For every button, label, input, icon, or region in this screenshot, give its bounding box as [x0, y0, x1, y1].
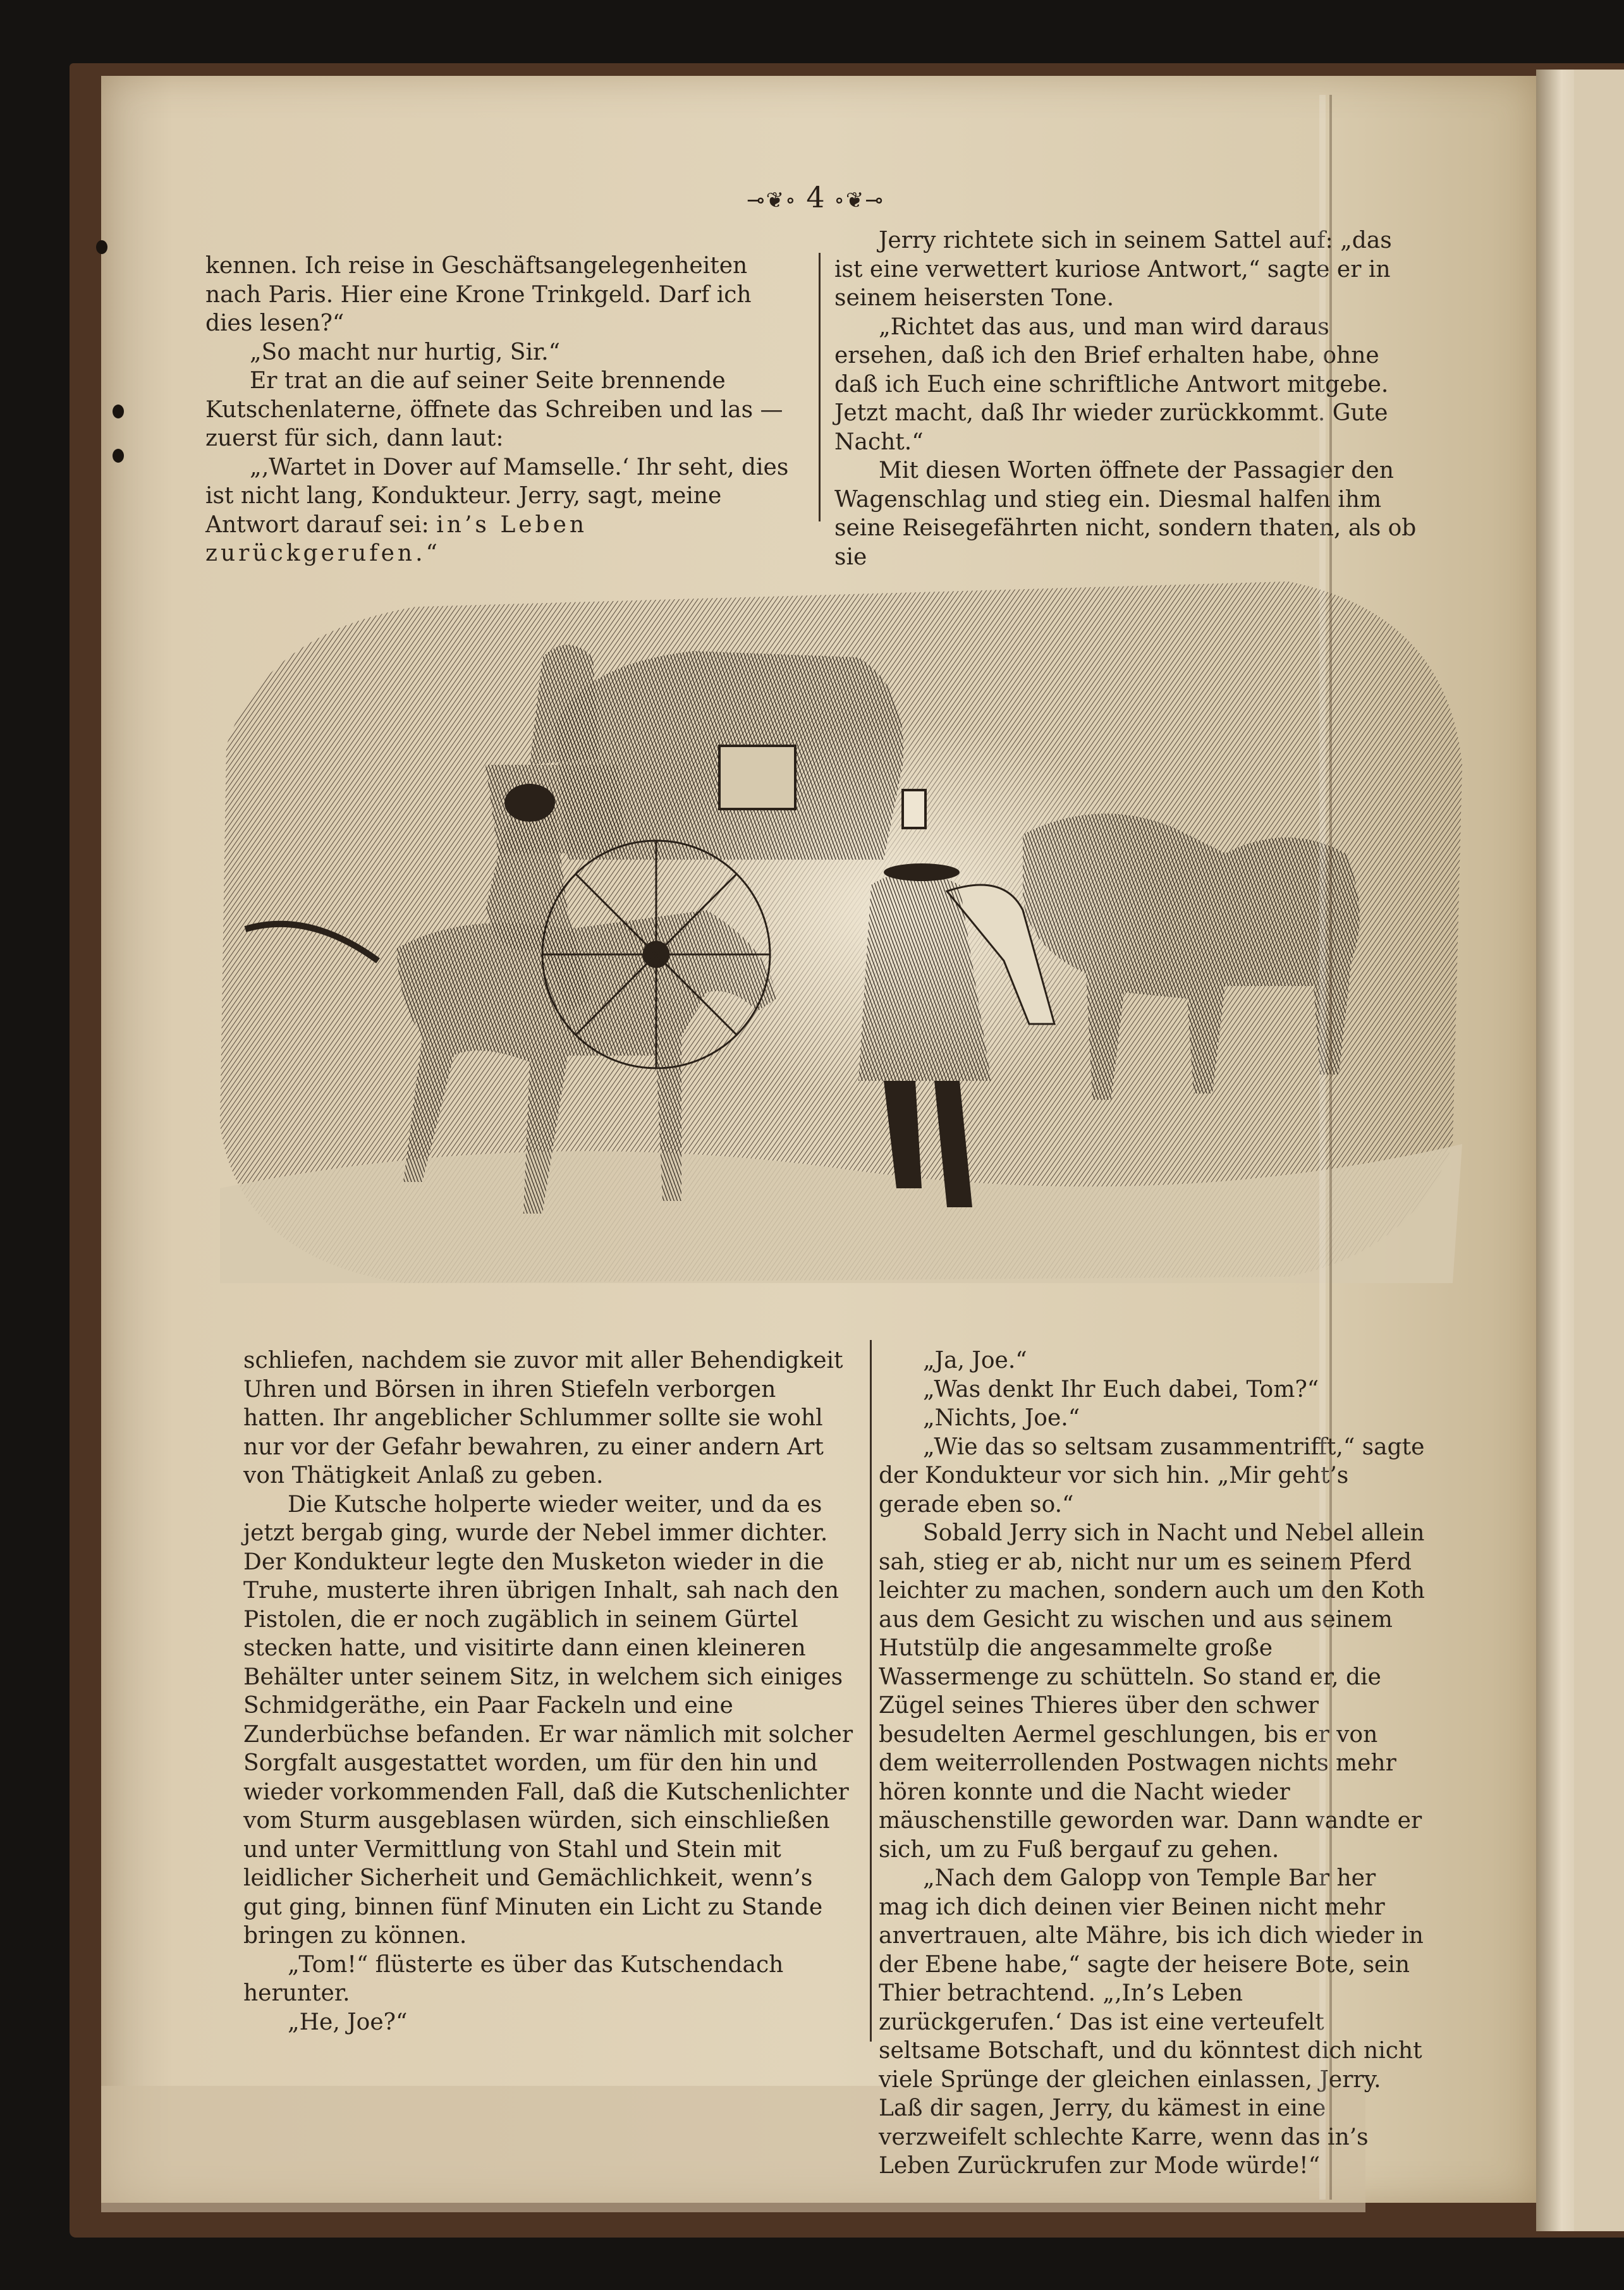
page-fold-highlight: [1319, 95, 1326, 2200]
paragraph: Die Kutsche holperte wieder weiter, und da es jetzt bergab ging, wurde der Nebel immer dichter. Der Kondukteur legte den Musketon wieder in die Truhe, musterte ihren übrigen Inhalt, sah nach den Pistolen, die er noch zugäblich in seinem Gürtel stecken hatte, und visitirte dann einen kleineren Behälter unter seinem Sitz, in welchem sich einiges Schmidgeräthe, ein Paar Fackeln und eine Zunderbüchse befanden. Er war nämlich mit solcher Sorgfalt ausgestattet worden, um für den hin und wieder vorkommenden Fall, daß die Kutschenlichter vom Sturm ausgeblasen würden, sich einschließen und unter Vermittlung von Stahl und Stein mit leidlicher Sicherheit und Gemächlichkeit, wenn’s gut ging, binnen fünf Minuten ein Licht zu Stande bringen zu können.: [243, 1491, 853, 1949]
binding-hole: [113, 405, 124, 418]
paragraph: Mit diesen Worten öffnete der Passagier den Wagenschlag und stieg ein. Diesmal halfen ihm seine Reisegefährten nicht, sondern thaten, als ob sie: [834, 458, 1417, 570]
column-bottom-right: [879, 1346, 1427, 2181]
page-fold-crease: [1329, 95, 1332, 2200]
paragraph: Er trat an die auf seiner Seite brennende Kutschenlaterne, öffnete das Schreiben und las — zuerst für sich, dann laut:: [205, 368, 783, 451]
paragraph: „Was denkt Ihr Euch dabei, Tom?“: [923, 1376, 1319, 1403]
paragraph: „Wie das so seltsam zusammentrifft,“ sagte der Kondukteur vor sich hin. „Mir geht’s gerade eben so.“: [879, 1434, 1425, 1518]
engraving-illustration: [214, 556, 1472, 1302]
paragraph: „So macht nur hurtig, Sir.“: [250, 339, 561, 365]
column-bottom-left: [243, 1346, 855, 2037]
paragraph: Jerry richtete sich in seinem Sattel auf: „das ist eine verwettert kuriose Antwort,“ sagte er in seinem heisersten Tone.: [834, 228, 1392, 311]
facing-page-edge: [1574, 70, 1624, 2231]
column-rule: [819, 253, 821, 521]
paragraph: [205, 453, 800, 568]
paragraph: „Nichts, Joe.“: [923, 1405, 1080, 1431]
ornament-right: ∘❦⊸: [834, 188, 884, 213]
binding-hole: [96, 240, 107, 254]
paragraph: „Tom!“ flüsterte es über das Kutschendach herunter.: [243, 1951, 784, 2006]
spaced-quote: in’s Leben zurückgerufen.“: [205, 511, 588, 566]
paragraph: schliefen, nachdem sie zuvor mit aller Behendigkeit Uhren und Börsen in ihren Stiefeln verborgen hatten. Ihr angeblicher Schlummer sollte sie wohl nur vor der Gefahr bewahren, zu einer andern Art von Thätigkeit Anlaß zu geben.: [243, 1348, 843, 1489]
column-rule: [870, 1340, 872, 2042]
paragraph: „He, Joe?“: [288, 2009, 408, 2035]
quote-text: „‚Wartet in Dover auf Mamselle.‘ Ihr seht, dies ist nicht lang, Kondukteur. Jerry, sagt, meine Antwort darauf sei:: [205, 454, 789, 538]
paragraph: „Nach dem Galopp von Temple Bar her mag ich dich deinen vier Beinen nicht mehr anvertrauen, alte Mähre, bis ich dich wieder in der Ebene habe,“ sagte der heisere Bote, sein Thier betrachtend. „‚In’s Leben zurückgerufen.‘ Das ist eine verteufelt seltsame Botschaft, und du könntest dich nicht viele Sprünge der gleichen einlassen, Jerry. Laß dir sagen, Jerry, du kämest in eine verzweifelt schlechte Karre, wenn das in’s Leben Zurückrufen zur Mode würde!“: [879, 1865, 1424, 2179]
paragraph: „Richtet das aus, und man wird daraus ersehen, daß ich den Brief erhalten habe, ohne daß ich Euch eine schriftliche Antwort mitgebe. Jetzt macht, daß Ihr wieder zurückkommt. Gute Nacht.“: [834, 314, 1389, 455]
paragraph: „Ja, Joe.“: [923, 1348, 1027, 1373]
page-number: [727, 180, 904, 218]
paragraph: kennen. Ich reise in Geschäftsangelegenheiten nach Paris. Hier eine Krone Trinkgeld. Darf ich dies lesen?“: [205, 253, 752, 336]
ornament-left: ⊸❦∘: [747, 188, 797, 213]
page-number-value: 4: [806, 180, 825, 214]
column-top-left: [205, 252, 800, 568]
binding-hole: [113, 449, 124, 463]
paragraph: Sobald Jerry sich in Nacht und Nebel allein sah, stieg er ab, nicht nur um es seinem Pferd leichter zu machen, sondern auch um den Koth aus dem Gesicht zu wischen und aus seinem Hutstülp die angesammelte große Wassermenge zu schütteln. So stand er, die Zügel seines Thieres über den schwer besudelten Aermel geschlungen, bis er von dem weiterrollenden Postwagen nichts mehr hören konnte und die Nacht wieder mäuschenstille geworden war. Dann wandte er sich, um zu Fuß bergauf zu gehen.: [879, 1520, 1425, 1863]
